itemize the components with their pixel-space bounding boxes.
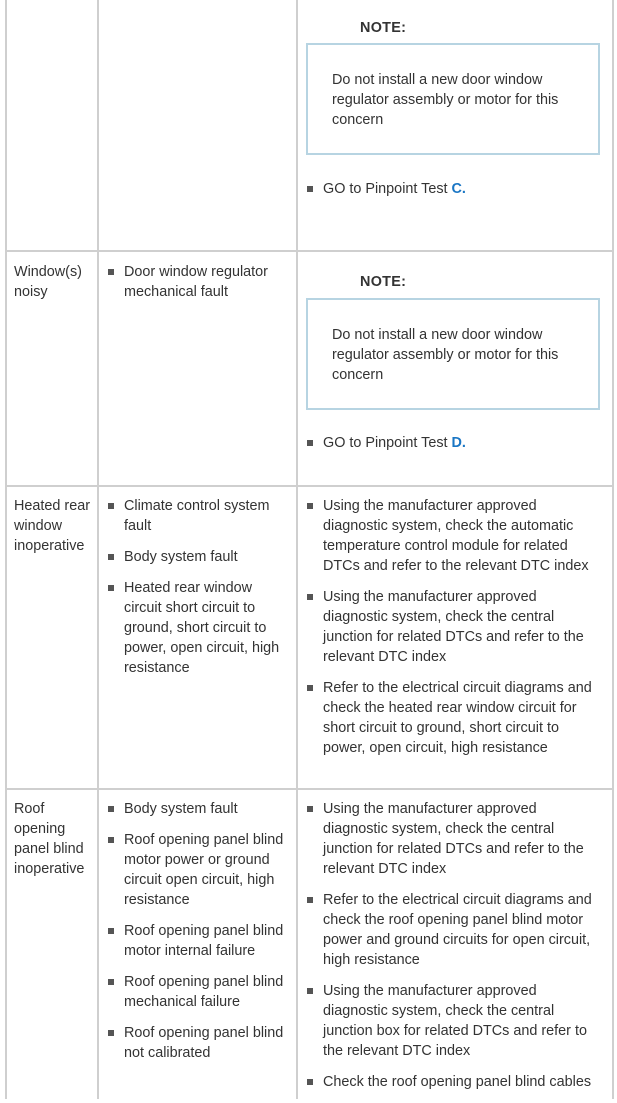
action-text: GO to Pinpoint Test <box>323 181 452 197</box>
list-item: Refer to the electrical circuit diagrams and check the heated rear window circuit for short circuit to ground, short circuit to power, open circuit, high resistance <box>305 678 605 758</box>
list-item: Door window regulator mechanical fault <box>106 262 288 302</box>
list-item: Using the manufacturer approved diagnostic system, check the central junction box for related DTCs and refer to the relevant DTC index <box>305 981 605 1061</box>
row-divider <box>5 788 614 790</box>
pinpoint-test-link[interactable]: D. <box>451 435 466 451</box>
list-item: Check the roof opening panel blind cables <box>305 1072 605 1092</box>
list-item: Refer to the electrical circuit diagrams and check the roof opening panel blind motor power and ground circuits for open circuit, high resistance <box>305 890 605 970</box>
table-divider-symptom <box>97 0 99 1099</box>
note-title: NOTE: <box>360 274 407 290</box>
list-item: Roof opening panel blind not calibrated <box>106 1023 288 1063</box>
list-item: Climate control system fault <box>106 496 288 536</box>
table-divider-cause <box>296 0 298 1099</box>
note-box <box>306 43 600 155</box>
causes-cell <box>106 496 288 689</box>
list-item: Roof opening panel blind mechanical failure <box>106 972 288 1012</box>
list-item: Roof opening panel blind motor power or ground circuit open circuit, high resistance <box>106 830 288 910</box>
list-item: Using the manufacturer approved diagnostic system, check the central junction for related DTCs and refer to the relevant DTC index <box>305 799 605 879</box>
causes-cell <box>106 262 288 313</box>
symptom-cell: Window(s) noisy <box>14 264 82 300</box>
list-item <box>305 179 605 199</box>
actions-cell <box>305 433 605 464</box>
list-item: Heated rear window circuit short circuit to ground, short circuit to power, open circuit, high resistance <box>106 578 288 678</box>
table-border-right <box>612 0 614 1099</box>
symptom-cell: Heated rear window inoperative <box>14 498 90 554</box>
list-item: Body system fault <box>106 547 288 567</box>
list-item: Body system fault <box>106 799 288 819</box>
row-divider <box>5 485 614 487</box>
pinpoint-test-link[interactable]: C. <box>451 181 466 197</box>
causes-cell <box>106 799 288 1074</box>
row-divider <box>5 250 614 252</box>
actions-cell <box>305 799 605 1103</box>
list-item <box>305 433 605 453</box>
actions-cell <box>305 496 605 769</box>
note-text: Do not install a new door window regulator assembly or motor for this concern <box>332 327 559 383</box>
note-text: Do not install a new door window regulator assembly or motor for this concern <box>332 72 559 128</box>
note-title: NOTE: <box>360 20 407 36</box>
list-item: Roof opening panel blind motor internal failure <box>106 921 288 961</box>
note-box <box>306 298 600 410</box>
action-text: GO to Pinpoint Test <box>323 435 452 451</box>
list-item: Using the manufacturer approved diagnostic system, check the automatic temperature control module for related DTCs and refer to the relevant DTC index <box>305 496 605 576</box>
list-item: Using the manufacturer approved diagnostic system, check the central junction for related DTCs and refer to the relevant DTC index <box>305 587 605 667</box>
actions-cell <box>305 179 605 210</box>
symptom-cell: Roof opening panel blind inoperative <box>14 801 85 877</box>
table-border-left <box>5 0 7 1099</box>
